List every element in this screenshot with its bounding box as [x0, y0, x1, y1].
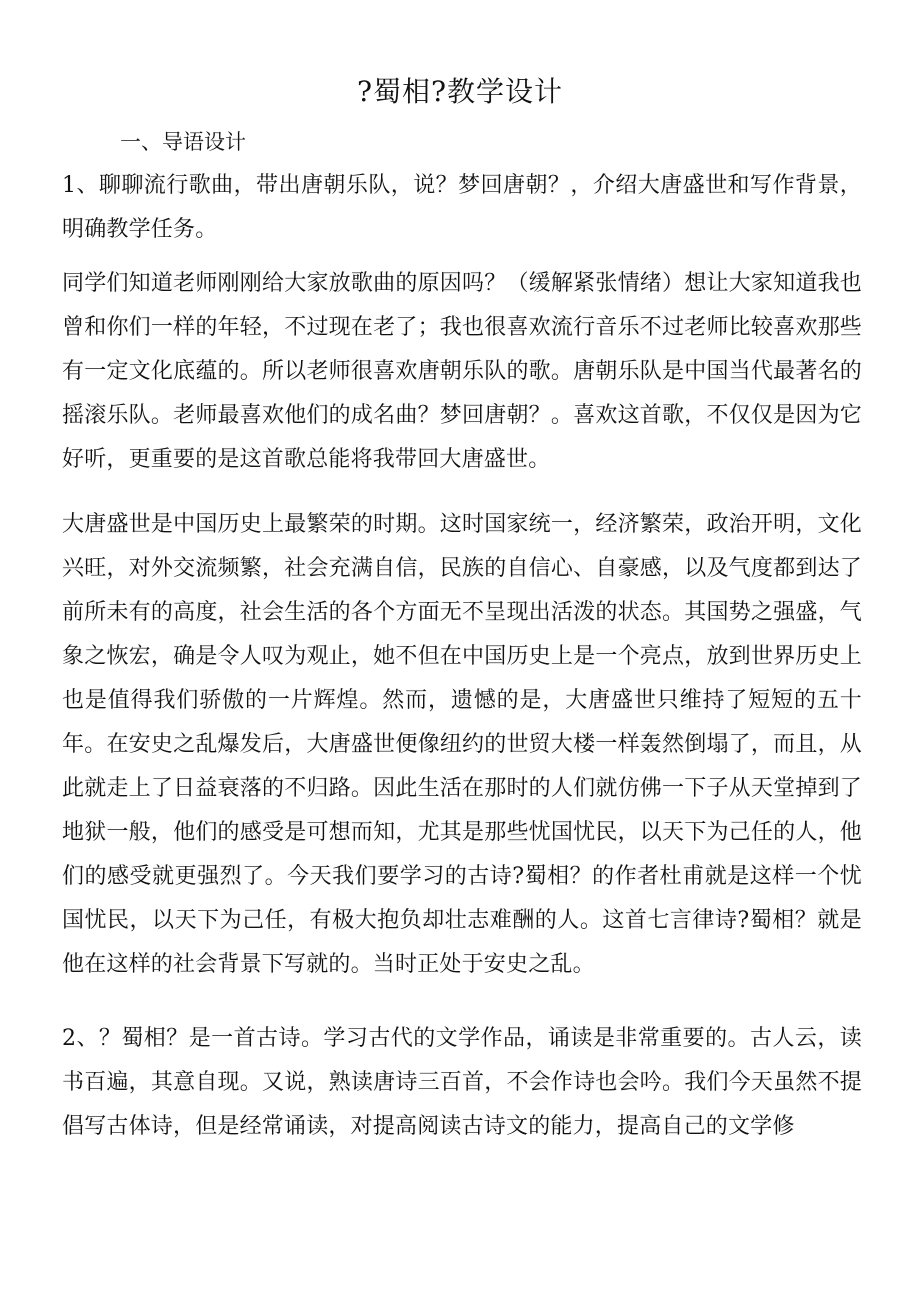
paragraph-3: 大唐盛世是中国历史上最繁荣的时期。这时国家统一，经济繁荣，政治开明，文化兴旺，对外交流频繁，社会充满自信，民族的自信心、自豪感，以及气度都到达了前所未有的高度，社会生活的各个方面无不呈现出活泼的状态。其国势之强盛，气象之恢宏，确是令人叹为观止，她不但在中国历史上是一个亮点，放到世界历史上也是值得我们骄傲的一片辉煌。然而，遗憾的是，大唐盛世只维持了短短的五十年。在安史之乱爆发后，大唐盛世便像纽约的世贸大楼一样轰然倒塌了，而且，从此就走上了日益衰落的不归路。因此生活在那时的人们就仿佛一下子从天堂掉到了地狱一般，他们的感受是可想而知，尤其是那些忧国忧民，以天下为己任的人，他们的感受就更强烈了。今天我们要学习的古诗?蜀相？的作者杜甫就是这样一个忧国忧民，以天下为己任，有极大抱负却壮志难酬的人。这首七言律诗?蜀相？就是他在这样的社会背景下写就的。当时正处于安史之乱。 — [62, 512, 862, 977]
paragraph-1: 1、聊聊流行歌曲，带出唐朝乐队，说？梦回唐朝？，介绍大唐盛世和写作背景，明确教学任务。 — [62, 173, 862, 242]
section-heading: 一、导语设计 — [120, 130, 246, 154]
paragraph-4: 2、？蜀相？是一首古诗。学习古代的文学作品，诵读是非常重要的。古人云，读书百遍，其意自现。又说，熟读唐诗三百首，不会作诗也会吟。我们今天虽然不提倡写古体诗，但是经常诵读，对提高阅读古诗文的能力，提高自己的文学修 — [62, 1026, 862, 1139]
paragraph-2: 同学们知道老师刚刚给大家放歌曲的原因吗？（缓解紧张情绪）想让大家知道我也曾和你们一样的年轻，不过现在老了；我也很喜欢流行音乐不过老师比较喜欢那些有一定文化底蕴的。所以老师很喜欢唐朝乐队的歌。唐朝乐队是中国当代最著名的摇滚乐队。老师最喜欢他们的成名曲？梦回唐朝？。喜欢这首歌，不仅仅是因为它好听，更重要的是这首歌总能将我带回大唐盛世。 — [62, 271, 862, 472]
document-title: ?蜀相?教学设计 — [356, 75, 564, 108]
